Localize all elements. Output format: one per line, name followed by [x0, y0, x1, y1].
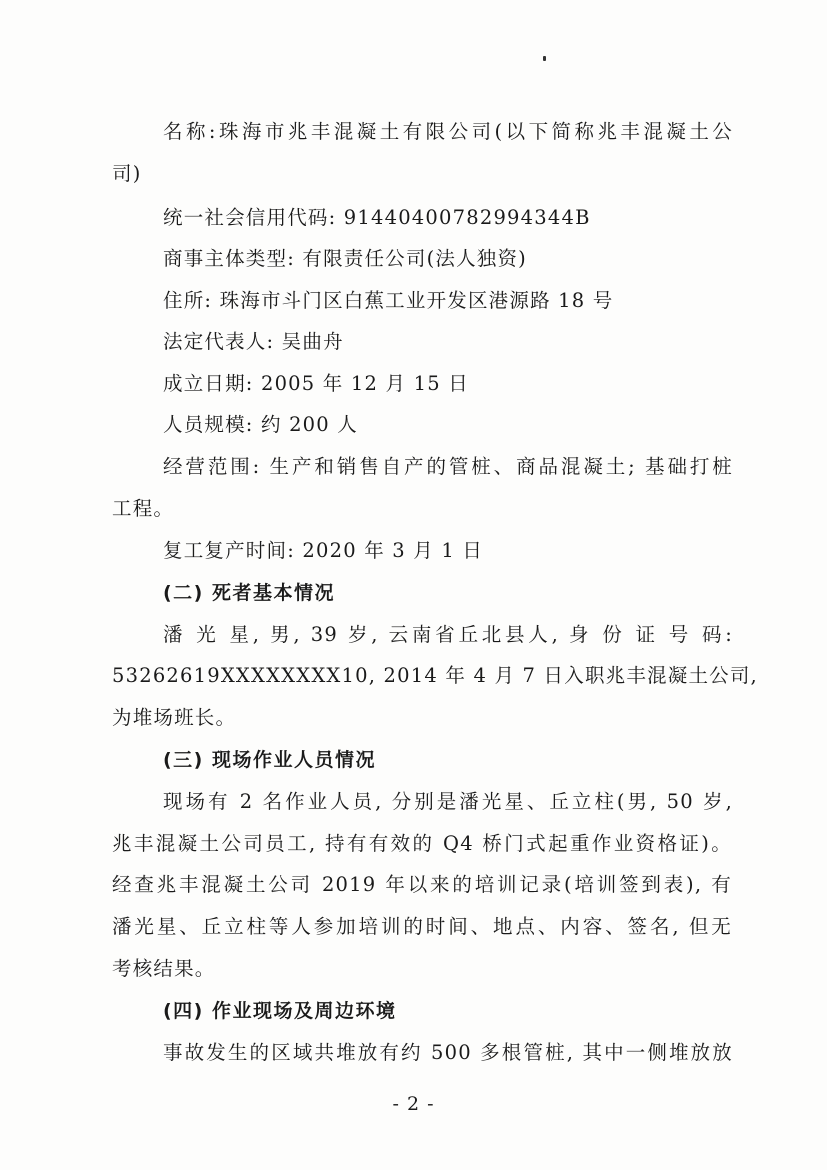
company-name-line-1: 名称:珠海市兆丰混凝土有限公司(以下简称兆丰混凝土公 [163, 120, 733, 143]
workers-line-2: 兆丰混凝土公司员工, 持有有效的 Q4 桥门式起重作业资格证)。 [112, 832, 732, 855]
entity-type: 商事主体类型: 有限责任公司(法人独资) [163, 247, 527, 270]
business-scope-line-1: 经营范围: 生产和销售自产的管桩、商品混凝土; 基础打桩 [163, 455, 733, 478]
resume-date: 复工复产时间: 2020 年 3 月 1 日 [163, 539, 484, 562]
legal-representative: 法定代表人: 吴曲舟 [163, 330, 344, 353]
scan-speck [543, 56, 546, 61]
company-name-line-2: 司) [112, 162, 142, 185]
deceased-line-3: 为堆场班长。 [112, 706, 237, 729]
workers-line-4: 潘光星、丘立柱等人参加培训的时间、地点、内容、签名, 但无 [112, 915, 732, 938]
page-number: - 2 - [392, 1093, 435, 1115]
staff-size: 人员规模: 约 200 人 [163, 413, 358, 436]
credit-code: 统一社会信用代码: 91440400782994344B [163, 206, 591, 229]
section-heading-site: (四) 作业现场及周边环境 [163, 1000, 397, 1022]
workers-line-3: 经查兆丰混凝土公司 2019 年以来的培训记录(培训签到表), 有 [112, 873, 732, 896]
site-line-1: 事故发生的区域共堆放有约 500 多根管桩, 其中一侧堆放放 [163, 1041, 733, 1064]
deceased-line-1: 潘 光 星, 男, 39 岁, 云南省丘北县人, 身 份 证 号 码: [163, 623, 733, 646]
address: 住所: 珠海市斗门区白蕉工业开发区港源路 18 号 [163, 289, 614, 312]
deceased-line-2: 53262619XXXXXXXX10, 2014 年 4 月 7 日入职兆丰混凝土公司, [112, 664, 758, 687]
section-heading-deceased: (二) 死者基本情况 [163, 582, 335, 604]
section-heading-workers: (三) 现场作业人员情况 [163, 749, 376, 771]
business-scope-line-2: 工程。 [112, 497, 175, 520]
workers-line-5: 考核结果。 [112, 957, 216, 980]
workers-line-1: 现场有 2 名作业人员, 分别是潘光星、丘立柱(男, 50 岁, [163, 790, 733, 813]
founded-date: 成立日期: 2005 年 12 月 15 日 [163, 372, 469, 395]
